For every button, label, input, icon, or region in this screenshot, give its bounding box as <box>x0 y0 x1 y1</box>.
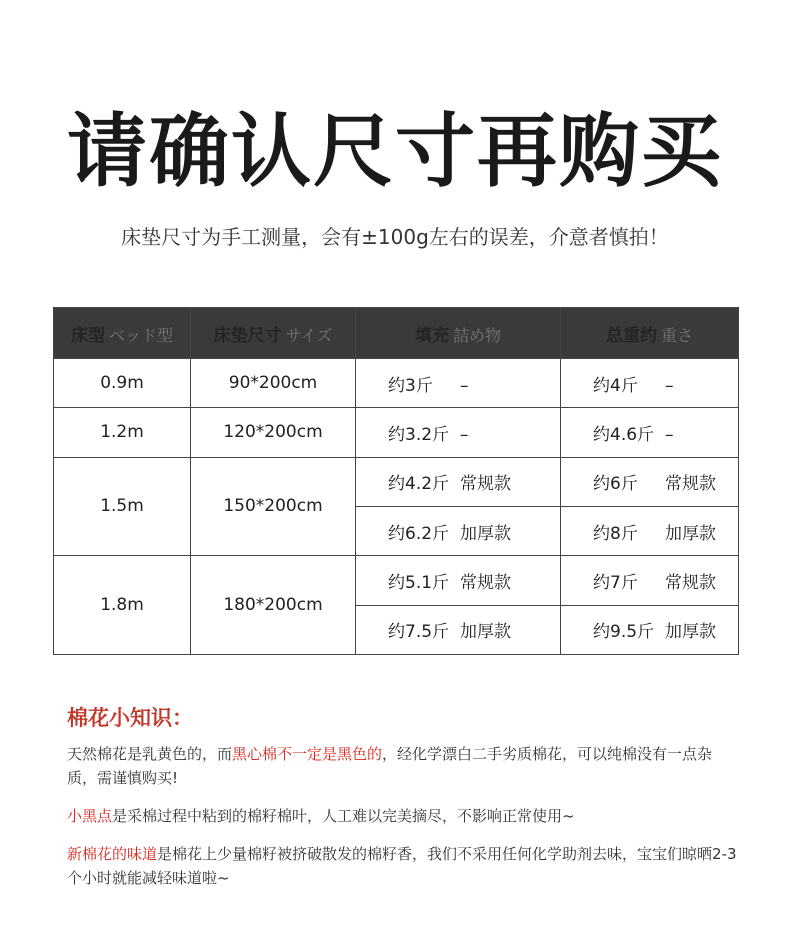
cell-weight: 约8斤 加厚款 <box>561 506 739 555</box>
tip-highlight: 黑心棉不一定是黑色的 <box>232 745 383 763</box>
cell-bed-type: 0.9m <box>54 359 191 408</box>
cell-filling: 约3.2斤 – <box>356 408 561 457</box>
tip-paragraph: 新棉花的味道是棉花上少量棉籽被挤破散发的棉籽香，我们不采用任何化学助剂去味，宝宝们晾晒2-3个小时就能减轻味道啦~ <box>67 845 737 887</box>
page-title: 请确认尺寸再购买 <box>67 105 723 198</box>
header-filling: 填充 詰め物 <box>356 308 561 359</box>
cell-filling: 约6.2斤 加厚款 <box>356 506 561 555</box>
tip-paragraph: 小黑点是采棉过程中粘到的棉籽棉叶，人工难以完美摘尽，不影响正常使用~ <box>67 807 575 825</box>
tip-highlight: 小黑点 <box>67 807 113 825</box>
cell-size: 120*200cm <box>191 408 356 457</box>
cell-size: 150*200cm <box>191 457 356 556</box>
header-mattress-size: 床垫尺寸 サイズ <box>191 308 356 359</box>
table-row <box>54 556 739 605</box>
tip-paragraph: 天然棉花是乳黄色的，而黑心棉不一定是黑色的，经化学漂白二手劣质棉花，可以纯棉没有一点杂质，需谨慎购买! <box>67 745 713 787</box>
cell-filling: 约3斤 – <box>356 359 561 408</box>
cell-bed-type: 1.5m <box>54 457 191 556</box>
header-total-weight: 总重约 重さ <box>561 308 739 359</box>
cell-filling: 约5.1斤 常规款 <box>356 556 561 605</box>
table-row <box>54 359 739 408</box>
header-bed-type: 床型 ベッド型 <box>54 308 191 359</box>
cell-weight: 约9.5斤 加厚款 <box>561 605 739 654</box>
cell-bed-type: 1.8m <box>54 556 191 655</box>
table-row <box>54 408 739 457</box>
cell-weight: 约4斤 – <box>561 359 739 408</box>
tip-highlight: 新棉花的味道 <box>67 845 158 863</box>
cell-size: 180*200cm <box>191 556 356 655</box>
page-subtitle: 床垫尺寸为手工测量，会有±100g左右的误差，介意者慎拍！ <box>121 225 669 249</box>
cell-bed-type: 1.2m <box>54 408 191 457</box>
table-row <box>54 457 739 506</box>
tips-heading: 棉花小知识： <box>67 706 193 730</box>
cell-size: 90*200cm <box>191 359 356 408</box>
cell-weight: 约7斤 常规款 <box>561 556 739 605</box>
cell-weight: 约4.6斤 – <box>561 408 739 457</box>
size-table <box>53 307 739 655</box>
cell-filling: 约4.2斤 常规款 <box>356 457 561 506</box>
cell-weight: 约6斤 常规款 <box>561 457 739 506</box>
cell-filling: 约7.5斤 加厚款 <box>356 605 561 654</box>
cotton-tips-section <box>67 704 737 904</box>
table-header-row <box>54 308 739 359</box>
